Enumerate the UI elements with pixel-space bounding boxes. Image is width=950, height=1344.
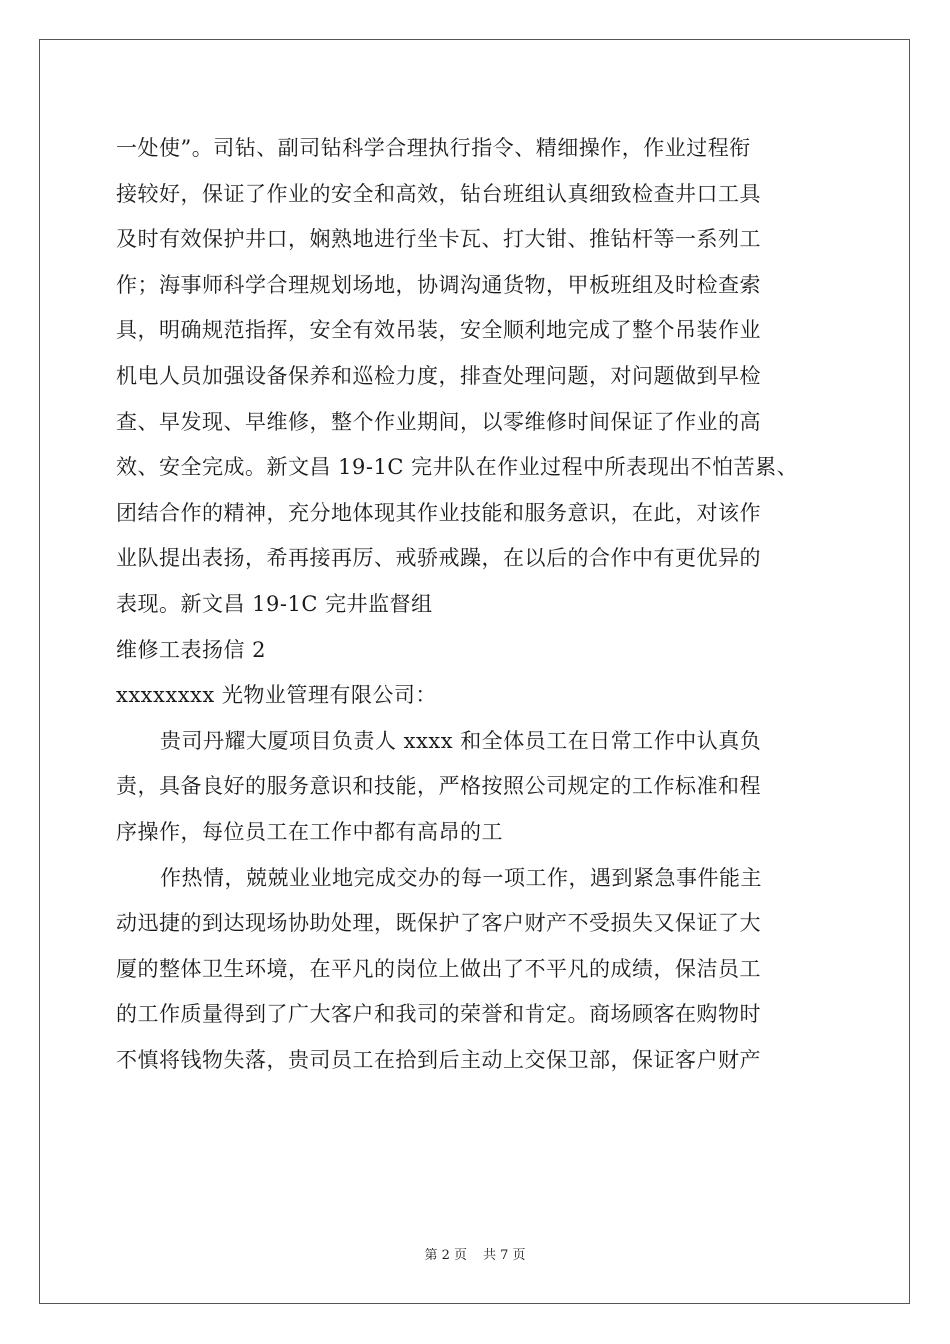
text-line: xxxxxxxx 光物业管理有限公司： [116, 683, 437, 708]
text-line: 作；海事师科学合理规划场地，协调沟通货物，甲板班组及时检查索 [116, 272, 761, 297]
text-line: 一处使”。司钻、副司钻科学合理执行指令、精细操作，作业过程衔 [116, 136, 751, 160]
text-line: 业队提出表扬，希再接再厉、戒骄戒躁，在以后的合作中有更优异的 [116, 546, 761, 571]
text-line: 效、安全完成。新文昌 19-1C 完井队在作业过程中所表现出不怕苦累、 [116, 455, 799, 480]
document-body [116, 126, 856, 1083]
text-line: 查、早发现、早维修，整个作业期间，以零维修时间保证了作业的高 [116, 409, 761, 434]
page-footer [0, 1244, 950, 1263]
text-line: 机电人员加强设备保养和巡检力度，排查处理问题，对问题做到早检 [116, 363, 761, 388]
text-line: 及时有效保护井口，娴熟地进行坐卡瓦、打大钳、推钻杆等一系列工 [116, 227, 761, 252]
text-line: 贵司丹耀大厦项目负责人 xxxx 和全体员工在日常工作中认真负 [160, 728, 762, 753]
text-line: 厦的整体卫生环境，在平凡的岗位上做出了不平凡的成绩，保洁员工 [116, 956, 761, 981]
text-line: 具，明确规范指挥，安全有效吊装，安全顺利地完成了整个吊装作业 [116, 318, 761, 343]
text-line: 团结合作的精神，充分地体现其作业技能和服务意识，在此，对该作 [116, 500, 761, 525]
text-line: 接较好，保证了作业的安全和高效，钻台班组认真细致检查井口工具 [116, 181, 761, 206]
text-line: 责，具备良好的服务意识和技能，严格按照公司规定的工作标准和程 [116, 774, 761, 799]
page-total: 共 7 页 [483, 1248, 526, 1263]
page-number: 第 2 页 [424, 1248, 467, 1263]
text-line: 动迅捷的到达现场协助处理，既保护了客户财产不受损失又保证了大 [116, 911, 761, 936]
text-line: 表现。新文昌 19-1C 完井监督组 [116, 591, 433, 616]
text-line: 维修工表扬信 2 [116, 637, 267, 662]
text-line: 作热情，兢兢业业地完成交办的每一项工作，遇到紧急事件能主 [160, 865, 762, 890]
text-line: 不慎将钱物失落，贵司员工在拾到后主动上交保卫部，保证客户财产 [116, 1047, 761, 1072]
text-line: 序操作，每位员工在工作中都有高昂的工 [116, 819, 503, 844]
text-line: 的工作质量得到了广大客户和我司的荣誉和肯定。商场顾客在购物时 [116, 1002, 761, 1027]
